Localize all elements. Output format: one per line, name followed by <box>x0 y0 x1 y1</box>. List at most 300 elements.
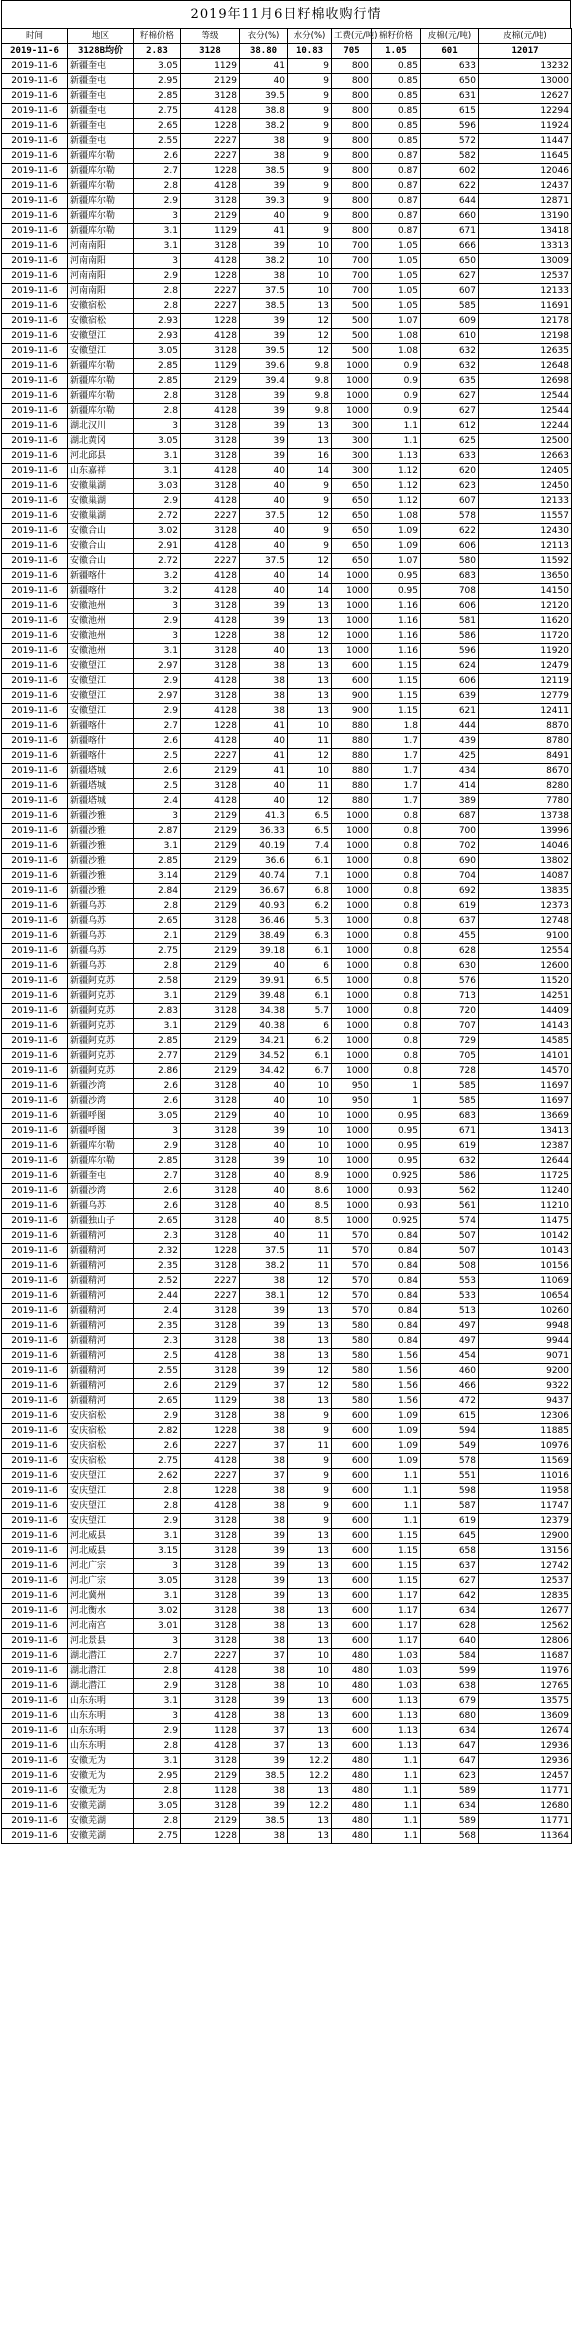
table-cell: 1129 <box>181 224 240 239</box>
table-cell: 38 <box>240 1634 288 1649</box>
table-cell: 2129 <box>181 929 240 944</box>
table-cell: 1228 <box>181 269 240 284</box>
table-cell: 600 <box>332 659 372 674</box>
table-cell: 2019-11-6 <box>2 1289 68 1304</box>
table-cell: 619 <box>421 1514 479 1529</box>
table-cell: 2.5 <box>134 1349 181 1364</box>
table-cell: 14087 <box>479 869 572 884</box>
table-cell: 1000 <box>332 614 372 629</box>
table-cell: 1.15 <box>372 659 421 674</box>
table-cell: 2019-11-6 <box>2 884 68 899</box>
table-cell: 0.8 <box>372 1034 421 1049</box>
table-cell: 1.16 <box>372 644 421 659</box>
table-cell: 14251 <box>479 989 572 1004</box>
table-cell: 3128 <box>181 1589 240 1604</box>
table-cell: 14585 <box>479 1034 572 1049</box>
table-cell: 3128 <box>181 1229 240 1244</box>
table-row <box>2 134 572 149</box>
table-cell: 安徽芜湖 <box>68 1829 134 1844</box>
table-cell: 1.15 <box>372 1559 421 1574</box>
table-row <box>2 149 572 164</box>
table-cell: 637 <box>421 914 479 929</box>
table-cell: 2129 <box>181 1814 240 1829</box>
table-cell: 1.17 <box>372 1619 421 1634</box>
table-cell: 3.05 <box>134 59 181 74</box>
table-cell: 800 <box>332 59 372 74</box>
table-cell: 0.95 <box>372 569 421 584</box>
table-cell: 460 <box>421 1364 479 1379</box>
table-cell: 38 <box>240 1514 288 1529</box>
table-cell: 3 <box>134 629 181 644</box>
table-cell: 39 <box>240 1589 288 1604</box>
table-cell: 4128 <box>181 1664 240 1679</box>
table-cell: 630 <box>421 959 479 974</box>
table-cell: 1000 <box>332 959 372 974</box>
table-row <box>2 1079 572 1094</box>
table-cell: 0.9 <box>372 404 421 419</box>
table-cell: 2019-11-6 <box>2 584 68 599</box>
table-row <box>2 1289 572 1304</box>
table-cell: 8280 <box>479 779 572 794</box>
table-cell: 634 <box>421 1604 479 1619</box>
table-cell: 700 <box>332 239 372 254</box>
table-row <box>2 254 572 269</box>
table-cell: 594 <box>421 1424 479 1439</box>
table-cell: 1000 <box>332 824 372 839</box>
table-cell: 38 <box>240 704 288 719</box>
table-cell: 4128 <box>181 1349 240 1364</box>
table-cell: 14143 <box>479 1019 572 1034</box>
table-cell: 9.8 <box>288 359 332 374</box>
table-cell: 3 <box>134 254 181 269</box>
table-cell: 6.2 <box>288 899 332 914</box>
table-cell: 14046 <box>479 839 572 854</box>
table-cell: 40 <box>240 1199 288 1214</box>
table-row <box>2 1829 572 1844</box>
table-cell: 2019-11-6 <box>2 344 68 359</box>
table-cell: 1.8 <box>372 719 421 734</box>
table-cell: 12306 <box>479 1409 572 1424</box>
table-row <box>2 629 572 644</box>
table-row <box>2 914 572 929</box>
table-cell: 8.6 <box>288 1184 332 1199</box>
table-row <box>2 1034 572 1049</box>
table-cell: 683 <box>421 1109 479 1124</box>
table-cell: 2019-11-6 <box>2 1439 68 1454</box>
table-cell: 38 <box>240 1409 288 1424</box>
table-cell: 4128 <box>181 329 240 344</box>
table-cell: 新疆奎屯 <box>68 104 134 119</box>
table-cell: 480 <box>332 1649 372 1664</box>
table-cell: 9.8 <box>288 374 332 389</box>
table-cell: 新疆精河 <box>68 1289 134 1304</box>
table-cell: 700 <box>421 824 479 839</box>
table-cell: 安徽望江 <box>68 344 134 359</box>
table-cell: 8780 <box>479 734 572 749</box>
table-cell: 新疆精河 <box>68 1364 134 1379</box>
table-row <box>2 1514 572 1529</box>
table-cell: 安庆望江 <box>68 1499 134 1514</box>
table-cell: 2.9 <box>134 614 181 629</box>
table-cell: 500 <box>332 329 372 344</box>
table-cell: 2227 <box>181 749 240 764</box>
table-cell: 安徽无为 <box>68 1784 134 1799</box>
table-cell: 9 <box>288 479 332 494</box>
table-cell: 1.16 <box>372 629 421 644</box>
table-cell: 2.6 <box>134 1439 181 1454</box>
table-cell: 12.2 <box>288 1769 332 1784</box>
table-row <box>2 794 572 809</box>
table-cell: 666 <box>421 239 479 254</box>
table-cell: 610 <box>421 329 479 344</box>
table-cell: 41 <box>240 59 288 74</box>
table-cell: 40 <box>240 209 288 224</box>
table-cell: 13156 <box>479 1544 572 1559</box>
table-cell: 新疆库尔勒 <box>68 194 134 209</box>
table-cell: 3128 <box>181 1574 240 1589</box>
table-cell: 10 <box>288 1679 332 1694</box>
table-cell: 3128 <box>181 1184 240 1199</box>
table-row <box>2 584 572 599</box>
table-cell: 2019-11-6 <box>2 419 68 434</box>
table-cell: 40.38 <box>240 1019 288 1034</box>
table-cell: 1.09 <box>372 1439 421 1454</box>
table-cell: 9 <box>288 74 332 89</box>
table-cell: 0.85 <box>372 74 421 89</box>
table-cell: 800 <box>332 89 372 104</box>
table-row <box>2 839 572 854</box>
table-cell: 安徽无为 <box>68 1754 134 1769</box>
table-cell: 12120 <box>479 599 572 614</box>
table-cell: 600 <box>332 1634 372 1649</box>
table-cell: 安徽望江 <box>68 329 134 344</box>
table-row <box>2 524 572 539</box>
table-cell: 900 <box>332 704 372 719</box>
table-cell: 36.33 <box>240 824 288 839</box>
table-cell: 13650 <box>479 569 572 584</box>
table-cell: 600 <box>332 1424 372 1439</box>
table-cell: 13 <box>288 1784 332 1799</box>
col-header: 皮棉(元/吨) <box>421 29 479 44</box>
table-row <box>2 884 572 899</box>
table-row <box>2 359 572 374</box>
table-cell: 1.1 <box>372 1814 421 1829</box>
table-cell: 13 <box>288 1334 332 1349</box>
table-cell: 632 <box>421 344 479 359</box>
table-cell: 11720 <box>479 629 572 644</box>
table-cell: 0.95 <box>372 1124 421 1139</box>
table-cell: 3128 <box>181 239 240 254</box>
table-cell: 0.8 <box>372 989 421 1004</box>
table-cell: 40 <box>240 1109 288 1124</box>
table-cell: 安徽池州 <box>68 629 134 644</box>
table-cell: 414 <box>421 779 479 794</box>
table-cell: 2.85 <box>134 89 181 104</box>
table-cell: 40 <box>240 479 288 494</box>
table-cell: 13 <box>288 659 332 674</box>
table-cell: 新疆精河 <box>68 1349 134 1364</box>
table-cell: 37 <box>240 1724 288 1739</box>
price-table <box>1 28 572 1844</box>
table-cell: 1000 <box>332 359 372 374</box>
table-cell: 0.95 <box>372 584 421 599</box>
table-cell: 38.2 <box>240 119 288 134</box>
table-row <box>2 1424 572 1439</box>
table-cell: 湖北潜江 <box>68 1649 134 1664</box>
table-cell: 新疆库尔勒 <box>68 179 134 194</box>
table-cell: 38 <box>240 1709 288 1724</box>
table-cell: 3 <box>134 1124 181 1139</box>
table-cell: 13 <box>288 1544 332 1559</box>
table-cell: 13190 <box>479 209 572 224</box>
table-cell: 安庆宿松 <box>68 1409 134 1424</box>
table-row <box>2 299 572 314</box>
table-cell: 4128 <box>181 179 240 194</box>
table-row <box>2 1274 572 1289</box>
table-cell: 2.9 <box>134 1679 181 1694</box>
table-cell: 596 <box>421 119 479 134</box>
table-cell: 38 <box>240 1619 288 1634</box>
table-cell: 1.07 <box>372 314 421 329</box>
table-cell: 1000 <box>332 389 372 404</box>
table-cell: 1.1 <box>372 1754 421 1769</box>
table-cell: 660 <box>421 209 479 224</box>
table-cell: 河北南宫 <box>68 1619 134 1634</box>
table-cell: 山东东明 <box>68 1694 134 1709</box>
table-cell: 13 <box>288 689 332 704</box>
table-cell: 安徽望江 <box>68 689 134 704</box>
table-cell: 2.9 <box>134 1514 181 1529</box>
table-cell: 2.93 <box>134 314 181 329</box>
table-cell: 0.84 <box>372 1319 421 1334</box>
table-cell: 1.17 <box>372 1634 421 1649</box>
table-row <box>2 539 572 554</box>
table-cell: 3 <box>134 209 181 224</box>
table-cell: 2019-11-6 <box>2 779 68 794</box>
table-cell: 2.9 <box>134 674 181 689</box>
table-cell: 2019-11-6 <box>2 1214 68 1229</box>
table-row <box>2 899 572 914</box>
table-cell: 638 <box>421 1679 479 1694</box>
table-cell: 40 <box>240 734 288 749</box>
table-cell: 2.75 <box>134 1829 181 1844</box>
table-cell: 1228 <box>181 719 240 734</box>
table-cell: 40 <box>240 1184 288 1199</box>
table-cell: 2.8 <box>134 389 181 404</box>
table-cell: 444 <box>421 719 479 734</box>
table-cell: 880 <box>332 719 372 734</box>
table-cell: 2019-11-6 <box>2 404 68 419</box>
table-cell: 622 <box>421 524 479 539</box>
table-cell: 1228 <box>181 119 240 134</box>
table-cell: 新疆库尔勒 <box>68 209 134 224</box>
table-cell: 0.84 <box>372 1274 421 1289</box>
table-row <box>2 1439 572 1454</box>
table-cell: 647 <box>421 1754 479 1769</box>
table-cell: 580 <box>332 1334 372 1349</box>
table-cell: 2019-11-6 <box>2 974 68 989</box>
table-cell: 4128 <box>181 794 240 809</box>
table-cell: 0.8 <box>372 869 421 884</box>
table-cell: 安徽合山 <box>68 539 134 554</box>
table-cell: 645 <box>421 1529 479 1544</box>
table-cell: 11210 <box>479 1199 572 1214</box>
table-cell: 600 <box>332 1469 372 1484</box>
table-cell: 13738 <box>479 809 572 824</box>
table-cell: 619 <box>421 899 479 914</box>
table-cell: 2.9 <box>134 1724 181 1739</box>
table-cell: 2019-11-6 <box>2 464 68 479</box>
table-row <box>2 1229 572 1244</box>
table-cell: 12627 <box>479 89 572 104</box>
table-cell: 38 <box>240 1274 288 1289</box>
table-cell: 39.91 <box>240 974 288 989</box>
table-cell: 13 <box>288 1829 332 1844</box>
table-cell: 570 <box>332 1259 372 1274</box>
table-cell: 634 <box>421 1799 479 1814</box>
table-cell: 13000 <box>479 74 572 89</box>
table-cell: 650 <box>332 554 372 569</box>
table-cell: 500 <box>332 314 372 329</box>
table-cell: 1.7 <box>372 794 421 809</box>
table-cell: 800 <box>332 119 372 134</box>
table-cell: 1.05 <box>372 254 421 269</box>
table-cell: 0.93 <box>372 1184 421 1199</box>
table-cell: 9 <box>288 134 332 149</box>
table-cell: 新疆阿克苏 <box>68 1064 134 1079</box>
table-cell: 2.95 <box>134 1769 181 1784</box>
table-cell: 38 <box>240 1679 288 1694</box>
table-cell: 39.48 <box>240 989 288 1004</box>
table-cell: 2019-11-6 <box>2 1304 68 1319</box>
table-cell: 1.56 <box>372 1349 421 1364</box>
table-cell: 2.44 <box>134 1289 181 1304</box>
table-cell: 1.08 <box>372 344 421 359</box>
table-cell: 40.93 <box>240 899 288 914</box>
table-cell: 1.08 <box>372 329 421 344</box>
table-cell: 新疆奎屯 <box>68 74 134 89</box>
table-cell: 0.8 <box>372 884 421 899</box>
table-cell: 627 <box>421 404 479 419</box>
table-cell: 713 <box>421 989 479 1004</box>
table-cell: 40 <box>240 1214 288 1229</box>
table-cell: 1.1 <box>372 1469 421 1484</box>
table-cell: 12871 <box>479 194 572 209</box>
table-cell: 1.1 <box>372 1829 421 1844</box>
table-cell: 2019-11-6 <box>2 1619 68 1634</box>
table-cell: 623 <box>421 479 479 494</box>
table-cell: 1000 <box>332 1199 372 1214</box>
col-header: 籽棉价格 <box>134 29 181 44</box>
table-cell: 38.5 <box>240 299 288 314</box>
table-row <box>2 1769 572 1784</box>
table-cell: 3128 <box>181 1139 240 1154</box>
table-cell: 0.87 <box>372 209 421 224</box>
table-cell: 11016 <box>479 1469 572 1484</box>
table-cell: 13 <box>288 1604 332 1619</box>
table-cell: 0.84 <box>372 1259 421 1274</box>
table-cell: 800 <box>332 224 372 239</box>
table-cell: 湖北潜江 <box>68 1664 134 1679</box>
table-cell: 0.8 <box>372 824 421 839</box>
table-cell: 山东东明 <box>68 1709 134 1724</box>
table-cell: 2019-11-6 <box>2 1724 68 1739</box>
table-cell: 627 <box>421 1574 479 1589</box>
table-cell: 38 <box>240 134 288 149</box>
table-cell: 12900 <box>479 1529 572 1544</box>
table-cell: 0.8 <box>372 1049 421 1064</box>
table-cell: 2019-11-6 <box>2 1229 68 1244</box>
table-cell: 12113 <box>479 539 572 554</box>
table-cell: 新疆库尔勒 <box>68 374 134 389</box>
table-cell: 2.9 <box>134 1139 181 1154</box>
table-cell: 12373 <box>479 899 572 914</box>
table-cell: 2.8 <box>134 179 181 194</box>
table-cell: 新疆喀什 <box>68 584 134 599</box>
table-row <box>2 1394 572 1409</box>
table-cell: 2.65 <box>134 1394 181 1409</box>
table-cell: 2.58 <box>134 974 181 989</box>
table-cell: 627 <box>421 269 479 284</box>
table-cell: 安徽巢湖 <box>68 479 134 494</box>
table-cell: 12405 <box>479 464 572 479</box>
table-cell: 0.93 <box>372 1199 421 1214</box>
table-cell: 800 <box>332 209 372 224</box>
table-cell: 800 <box>332 74 372 89</box>
table-cell: 2019-11-6 <box>2 329 68 344</box>
table-cell: 683 <box>421 569 479 584</box>
table-cell: 2129 <box>181 989 240 1004</box>
table-cell: 2019-11-6 <box>2 1424 68 1439</box>
table-cell: 704 <box>421 869 479 884</box>
table-cell: 12554 <box>479 944 572 959</box>
table-cell: 13 <box>288 1589 332 1604</box>
table-cell: 1.56 <box>372 1364 421 1379</box>
table-cell: 河北景县 <box>68 1634 134 1649</box>
table-cell: 2.97 <box>134 659 181 674</box>
table-cell: 2019-11-6 <box>2 1649 68 1664</box>
table-row <box>2 1124 572 1139</box>
table-cell: 安庆望江 <box>68 1469 134 1484</box>
table-cell: 新疆阿克苏 <box>68 974 134 989</box>
table-cell: 1.08 <box>372 509 421 524</box>
table-cell: 11885 <box>479 1424 572 1439</box>
table-cell: 2019-11-6 <box>2 569 68 584</box>
table-cell: 38.1 <box>240 1289 288 1304</box>
table-row <box>2 179 572 194</box>
table-cell: 2019-11-6 <box>2 494 68 509</box>
table-cell: 880 <box>332 764 372 779</box>
table-cell: 2019-11-6 <box>2 1394 68 1409</box>
table-cell: 12379 <box>479 1514 572 1529</box>
table-cell: 619 <box>421 1139 479 1154</box>
table-cell: 2129 <box>181 899 240 914</box>
table-row <box>2 929 572 944</box>
table-cell: 3.05 <box>134 434 181 449</box>
table-cell: 39 <box>240 614 288 629</box>
table-row <box>2 1184 572 1199</box>
table-cell: 2019-11-6 <box>2 1829 68 1844</box>
table-cell: 12537 <box>479 1574 572 1589</box>
table-cell: 2.8 <box>134 1784 181 1799</box>
table-cell: 9 <box>288 524 332 539</box>
table-cell: 0.87 <box>372 164 421 179</box>
table-cell: 3.05 <box>134 1799 181 1814</box>
table-cell: 39 <box>240 599 288 614</box>
table-cell: 3 <box>134 599 181 614</box>
table-cell: 新疆喀什 <box>68 749 134 764</box>
table-row <box>2 404 572 419</box>
